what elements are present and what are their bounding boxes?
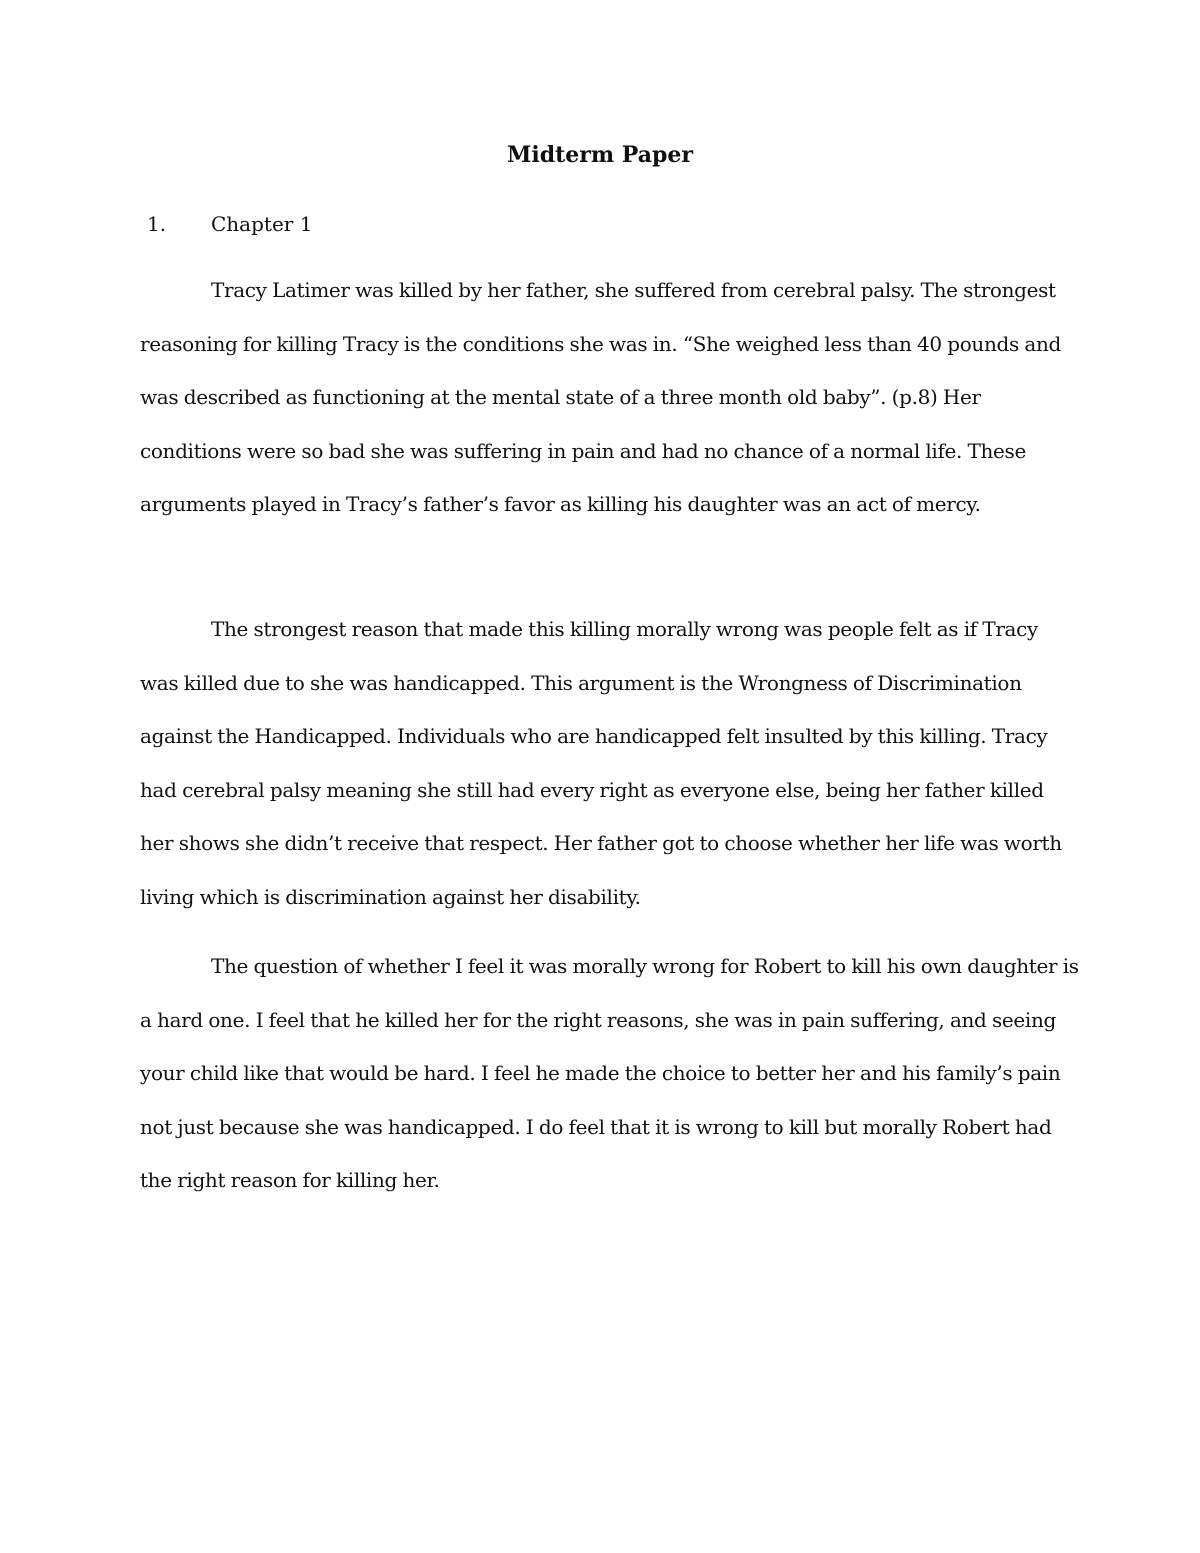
paragraph-1: Tracy Latimer was killed by her father, she suffered from cerebral palsy. The strongest reasoning for killing Tracy is the conditions she was in. “She weighed less than 40 pounds and was described as functioning at the mental state of a three month old baby”. (p.8) Her conditions were so bad she was suffering in pain and had no chance of a normal life. These arguments played in Tracy’s father’s favor as killing his daughter was an act of mercy. bbox=[140, 278, 1061, 517]
list-item-text: Chapter 1 bbox=[211, 212, 313, 236]
paragraph-3: The question of whether I feel it was morally wrong for Robert to kill his own daughter is a hard one. I feel that he killed her for the right reasons, she was in pain suffering, and seeing your child like that would be hard. I feel he made the choice to better her and his family’s pain not just because she was handicapped. I do feel that it is wrong to kill but morally Robert had the right reason for killing her. bbox=[140, 954, 1079, 1193]
numbered-heading bbox=[147, 209, 312, 239]
page-title: Midterm Paper bbox=[507, 142, 693, 168]
list-number: 1. bbox=[147, 212, 167, 236]
paragraph-2: The strongest reason that made this killing morally wrong was people felt as if Tracy was killed due to she was handicapped. This argument is the Wrongness of Discrimination against the Handicapped. Individuals who are handicapped felt insulted by this killing. Tracy had cerebral palsy meaning she still had every right as everyone else, being her father killed her shows she didn’t receive that respect. Her father got to choose whether her life was worth living which is discrimination against her disability. bbox=[140, 617, 1062, 909]
